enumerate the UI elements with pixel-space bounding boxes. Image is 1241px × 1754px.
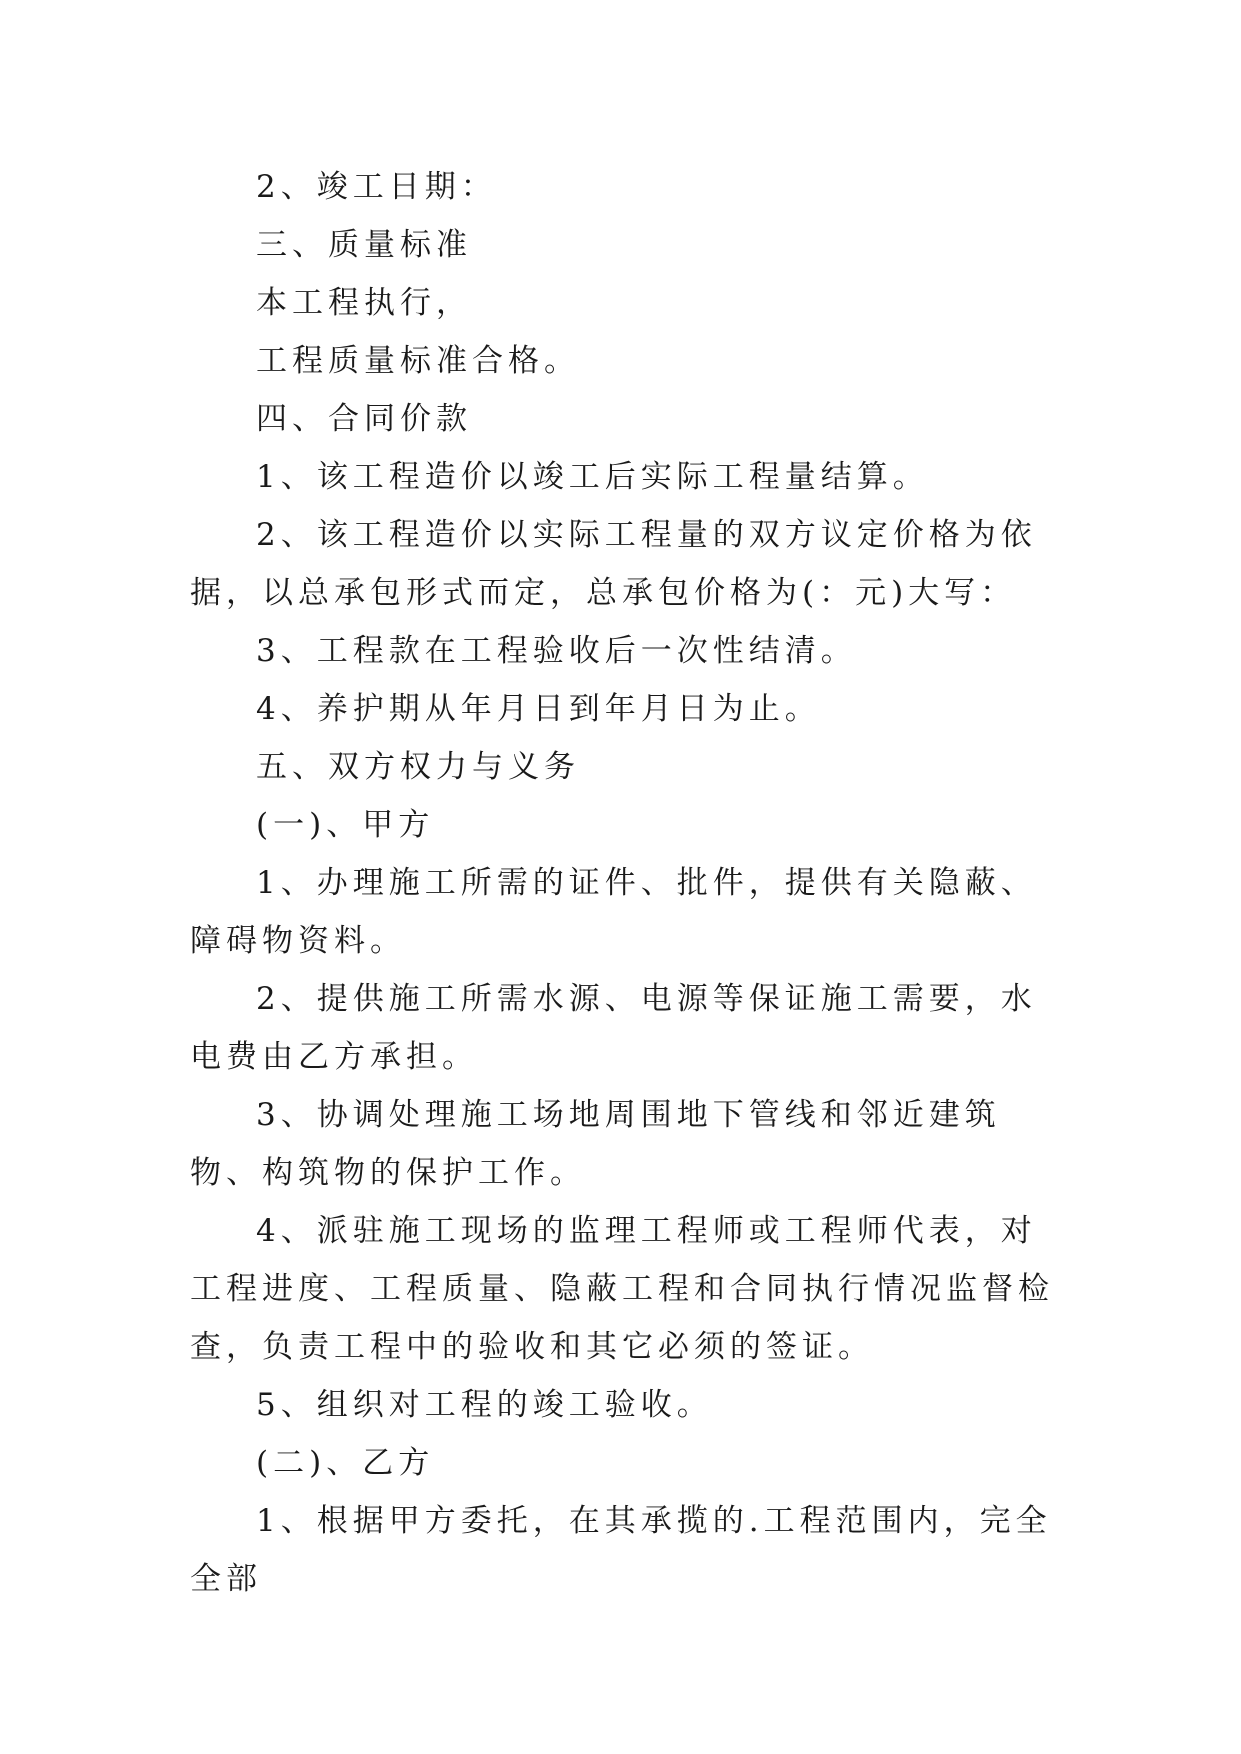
paragraph-price-item-4: 4、养护期从年月日到年月日为止。 [256, 691, 821, 727]
heading-quality-standard: 三、质量标准 [256, 227, 472, 263]
subheading-party-a: (一)、甲方 [256, 807, 435, 843]
paragraph-party-a-item-3: 3、协调处理施工场地周围地下管线和邻近建筑物、构筑物的保护工作。 [190, 1097, 1001, 1191]
paragraph-execution: 本工程执行， [256, 285, 472, 321]
paragraph-party-b-item-1: 1、根据甲方委托，在其承揽的.工程范围内，完全全部 [190, 1503, 1052, 1597]
heading-contract-price: 四、合同价款 [256, 401, 472, 437]
paragraph-completion-date: 2、竣工日期： [256, 169, 497, 205]
heading-rights-obligations: 五、双方权力与义务 [256, 749, 580, 785]
paragraph-price-item-2: 2、该工程造价以实际工程量的双方议定价格为依据，以总承包形式而定，总承包价格为(：元)大写： [190, 517, 1037, 611]
paragraph-party-a-item-5: 5、组织对工程的竣工验收。 [256, 1387, 713, 1423]
subheading-party-b: (二)、乙方 [256, 1445, 435, 1481]
paragraph-party-a-item-2: 2、提供施工所需水源、电源等保证施工需要，水电费由乙方承担。 [190, 981, 1037, 1075]
paragraph-quality-pass: 工程质量标准合格。 [256, 343, 580, 379]
paragraph-party-a-item-4: 4、派驻施工现场的监理工程师或工程师代表，对工程进度、工程质量、隐蔽工程和合同执行情况监督检查，负责工程中的验收和其它必须的签证。 [190, 1213, 1054, 1365]
document-body [190, 158, 1055, 1608]
paragraph-price-item-3: 3、工程款在工程验收后一次性结清。 [256, 633, 857, 669]
paragraph-price-item-1: 1、该工程造价以竣工后实际工程量结算。 [256, 459, 929, 495]
paragraph-party-a-item-1: 1、办理施工所需的证件、批件，提供有关隐蔽、障碍物资料。 [190, 865, 1037, 959]
